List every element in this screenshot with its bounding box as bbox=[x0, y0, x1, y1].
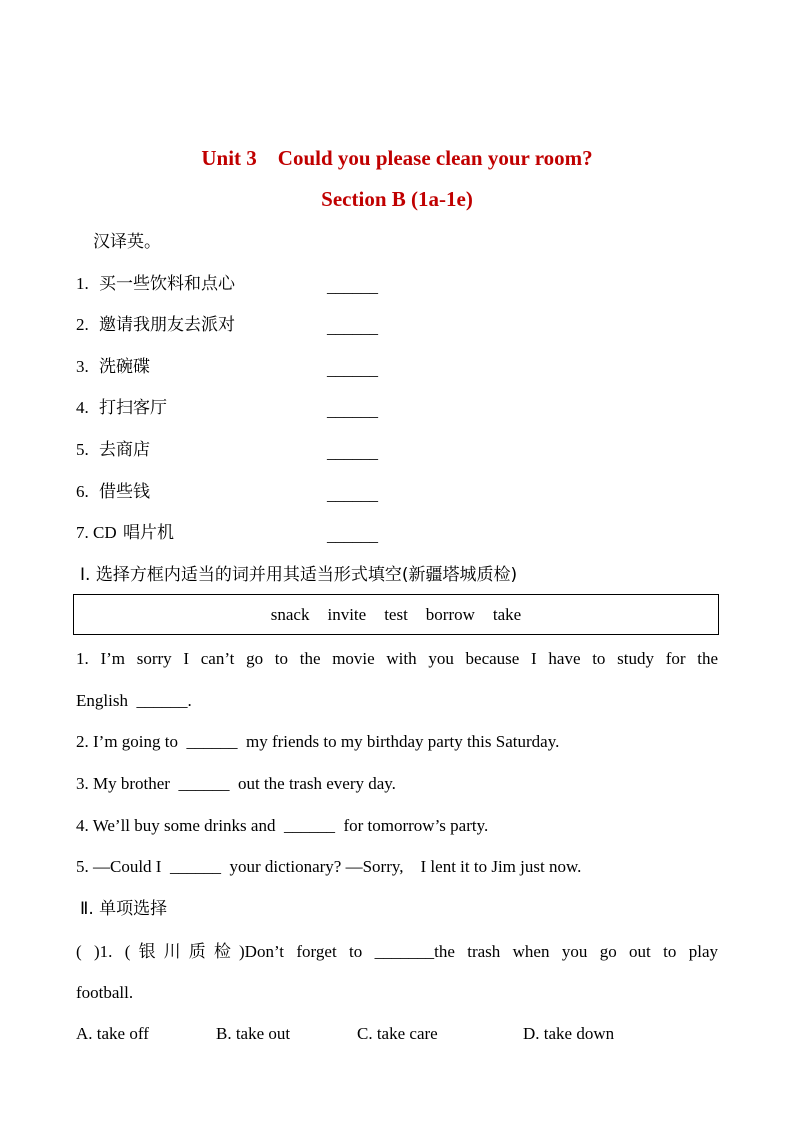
answer-blank[interactable]: ______ bbox=[327, 277, 378, 296]
option-c[interactable]: C. take care bbox=[357, 1024, 438, 1043]
item-text: 买一些饮料和点心 bbox=[99, 274, 235, 294]
option-d[interactable]: D. take down bbox=[523, 1024, 615, 1043]
item-text: 打扫客厅 bbox=[99, 398, 167, 418]
question-3: 3. My brother ______ out the trash every day. bbox=[76, 774, 396, 793]
translate-heading: 汉译英。 bbox=[93, 232, 161, 252]
question-1-line2: English ______. bbox=[76, 691, 192, 710]
item-text: 借些钱 bbox=[99, 482, 150, 502]
word-bank-item: snack bbox=[270, 604, 310, 624]
item-number: 2. bbox=[76, 315, 89, 334]
word-bank-box bbox=[73, 594, 719, 635]
section2-heading: Ⅱ. 单项选择 bbox=[80, 899, 168, 919]
unit-title: Unit 3 Could you please clean your room? bbox=[201, 146, 593, 170]
item-text: 去商店 bbox=[99, 440, 150, 460]
answer-blank[interactable]: ______ bbox=[327, 526, 378, 545]
section-title: Section B (1a-1e) bbox=[321, 187, 473, 211]
question-1-line1: 1. I’m sorry I can’t go to the movie with you because I have to study for the bbox=[76, 649, 718, 668]
item-number: 5. bbox=[76, 440, 89, 459]
item-number: 6. bbox=[76, 482, 89, 501]
item-number: 7. CD bbox=[76, 523, 117, 542]
word-bank-item: borrow bbox=[425, 604, 475, 624]
mc-question-1-line1: ( )1. (银川质检)Don’t forget to _______the trash when you go out to play bbox=[76, 942, 718, 961]
answer-blank[interactable]: ______ bbox=[327, 401, 378, 420]
word-bank-item: invite bbox=[327, 604, 367, 624]
item-text: 唱片机 bbox=[123, 523, 174, 543]
option-a[interactable]: A. take off bbox=[76, 1024, 149, 1043]
answer-blank[interactable]: ______ bbox=[327, 318, 378, 337]
item-number: 4. bbox=[76, 398, 89, 417]
item-text: 洗碗碟 bbox=[99, 357, 150, 377]
question-4: 4. We’ll buy some drinks and ______ for tomorrow’s party. bbox=[76, 816, 489, 835]
question-5: 5. —Could I ______ your dictionary? —Sorry, I lent it to Jim just now. bbox=[76, 857, 582, 876]
section1-heading: Ⅰ. 选择方框内适当的词并用其适当形式填空(新疆塔城质检) bbox=[80, 565, 518, 585]
option-b[interactable]: B. take out bbox=[216, 1024, 291, 1043]
item-text: 邀请我朋友去派对 bbox=[99, 315, 235, 335]
answer-blank[interactable]: ______ bbox=[327, 443, 378, 462]
question-2: 2. I’m going to ______ my friends to my birthday party this Saturday. bbox=[76, 732, 560, 751]
item-number: 3. bbox=[76, 357, 89, 376]
mc-question-1-line2: football. bbox=[76, 983, 134, 1002]
answer-blank[interactable]: ______ bbox=[327, 360, 378, 379]
word-bank-item: take bbox=[492, 604, 522, 624]
item-number: 1. bbox=[76, 274, 89, 293]
word-bank-item: test bbox=[384, 604, 408, 624]
answer-blank[interactable]: ______ bbox=[327, 485, 378, 504]
